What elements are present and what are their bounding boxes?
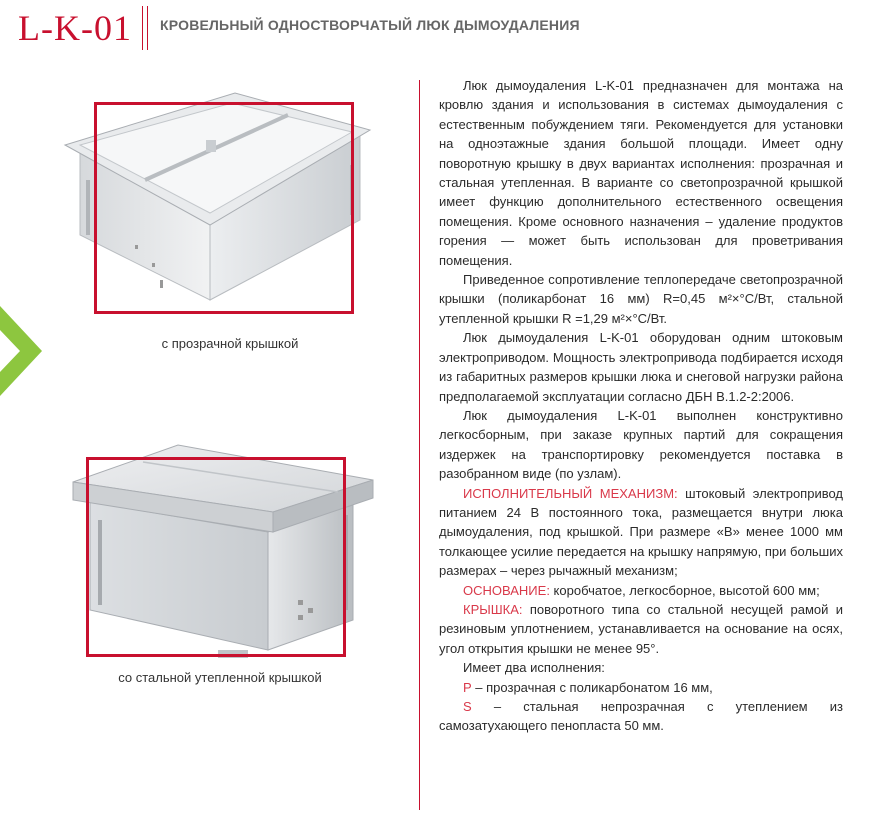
paragraph: Приведенное сопротивление теплопередаче светопрозрачной крышки (поликарбонат 16 мм) R=0,45 м²×°С/Вт, стальной утепленной крышки R =1,29 м²×°С/Вт. (439, 272, 843, 326)
base-label: ОСНОВАНИЕ: (463, 582, 550, 598)
paragraph-versions: Имеет два исполнения: (463, 660, 605, 676)
mechanism-text: штоковый электропривод питанием 24 В постоянного тока, размещается внутри люка дымоудаления, под крышкой. При размере «В» менее 1000 мм толкающее усилие передается на крышку напрямую, при больших размерах – через рычажный механизм; (439, 485, 844, 579)
paragraph-mechanism (439, 484, 843, 581)
highlight-frame (94, 102, 354, 314)
lid-text: поворотного типа со стальной несущей рамой и резиновым уплотнением, устанавливается на основание на осях, угол открытия крышки не менее 95°. (439, 601, 843, 656)
figure-caption: со стальной утепленной крышкой (118, 670, 322, 685)
header (0, 0, 873, 60)
page-title: КРОВЕЛЬНЫЙ ОДНОСТВОРЧАТЫЙ ЛЮК ДЫМОУДАЛЕНИЯ (160, 17, 580, 33)
version-item (439, 697, 843, 736)
mechanism-label: ИСПОЛНИТЕЛЬНЫЙ МЕХАНИЗМ: (463, 485, 678, 501)
lid-label: КРЫШКА: (463, 601, 523, 617)
paragraph: Люк дымоудаления L-K-01 выполнен конструктивно легкосборным, при заказе крупных партий для сокращения издержек на транспортировку рекомендуется поставка в разобранном виде (по узлам). (439, 407, 843, 482)
version-code: S (463, 699, 472, 714)
column-divider (419, 80, 420, 810)
highlight-frame (86, 457, 346, 657)
header-divider (147, 6, 148, 50)
header-divider (142, 6, 143, 50)
version-text: – прозрачная с поликарбонатом 16 мм, (471, 679, 713, 695)
model-code: L-K-01 (18, 8, 132, 48)
version-code: Р (463, 679, 472, 695)
figure-caption: с прозрачной крышкой (161, 336, 299, 351)
paragraph-lid (439, 600, 843, 658)
paragraph: Люк дымоудаления L-K-01 предназначен для монтажа на кровлю здания и использования в системах дымоудаления с естественным побуждением тяги. Рекомендуется для установки на одноэтажные здания большой площади. Имеет одну поворотную крышку в двух вариантах исполнения: прозрачная и стальная утепленная. В варианте со светопрозрачной крышкой имеет функцию дополнительного естественного освещения помещения. Кроме основного назначения – удаление продуктов горения — может быть использован для проветривания помещения. (439, 78, 843, 268)
paragraph-base (439, 581, 843, 600)
version-item (439, 678, 843, 697)
version-text: – стальная непрозрачная с утеплением из самозатухающего пенопласта 50 мм. (439, 699, 843, 734)
description-text (439, 76, 843, 736)
chevron-right-icon (0, 306, 42, 396)
paragraph: Люк дымоудаления L-K-01 оборудован одним штоковым электроприводом. Мощность электропривода подбирается исходя из габаритных размеров крышки люка и снеговой нагрузки района предполагаемой эксплуатации согласно ДБН В.1.2-2:2006. (439, 330, 843, 404)
base-text: коробчатое, легкосборное, высотой 600 мм; (549, 582, 820, 598)
